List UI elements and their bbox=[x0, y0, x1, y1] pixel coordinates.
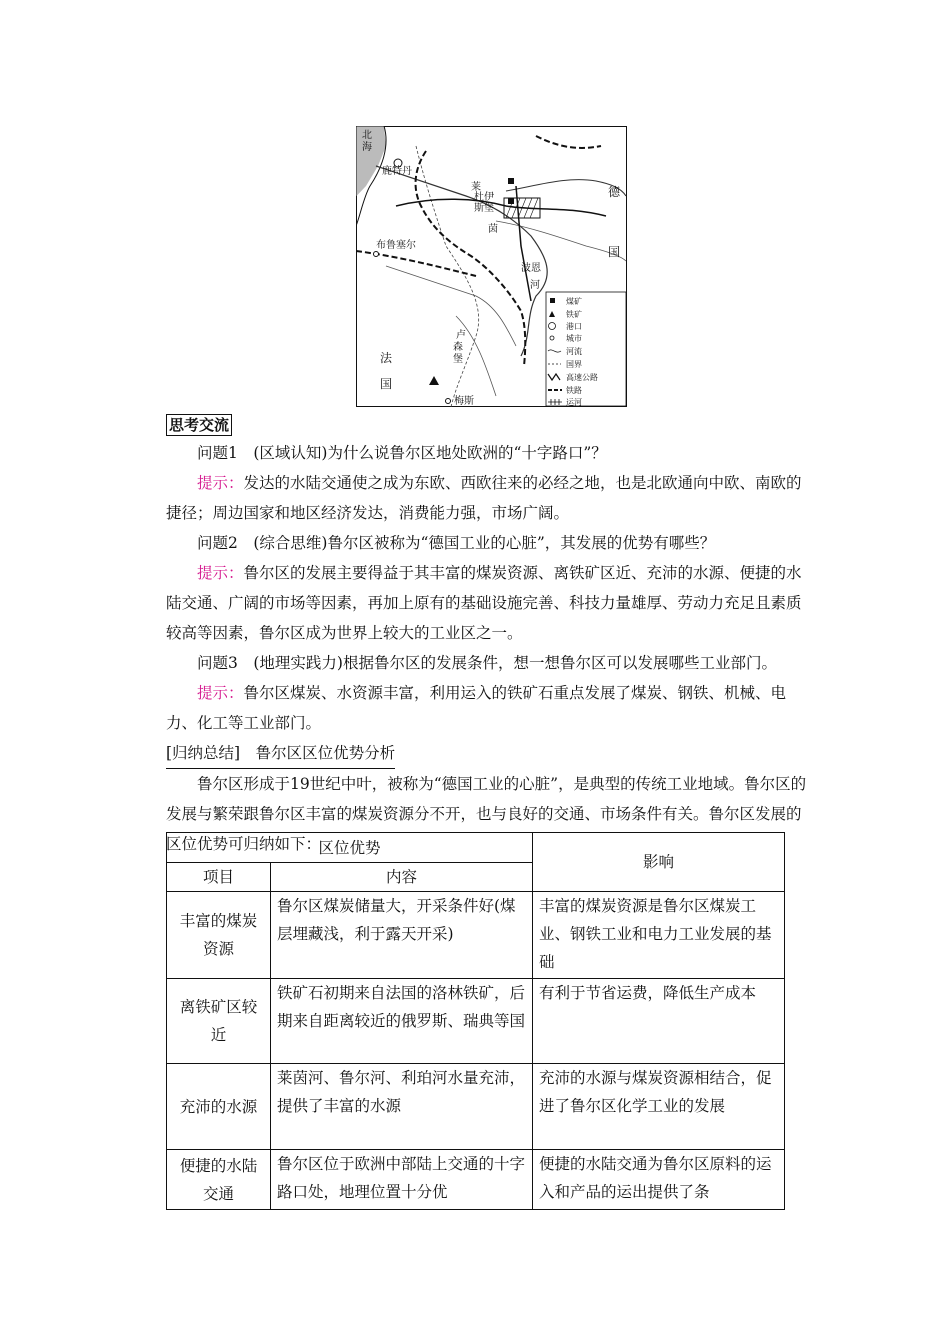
row-content: 莱茵河、鲁尔河、利珀河水量充沛，提供了丰富的水源 bbox=[271, 1064, 533, 1150]
row-item: 充沛的水源 bbox=[167, 1064, 271, 1150]
table-header-row bbox=[167, 833, 785, 863]
summary-heading: [归纳总结] 鲁尔区区位优势分析 bbox=[166, 738, 395, 769]
label-rotterdam: 鹿特丹 bbox=[382, 166, 412, 177]
question-block bbox=[166, 438, 816, 859]
coal-mine-icon bbox=[508, 198, 514, 204]
summary-paragraph: 鲁尔区形成于19世纪中叶，被称为“德国工业的心脏”，是典型的传统工业地域。鲁尔区的发展与繁荣跟鲁尔区丰富的煤炭资源分不开，也与良好的交通、市场条件有关。鲁尔区发展的区位优势可归纳如下： bbox=[166, 775, 807, 853]
label-france-1: 法 bbox=[380, 351, 393, 365]
label-luxembourg-2: 森 bbox=[453, 342, 463, 353]
hint-text: 发达的水陆交通使之成为东欧、西欧往来的必经之地，也是北欧通向中欧、南欧的捷径；周边国家和地区经济发达，消费能力强，市场广阔。 bbox=[166, 474, 802, 522]
legend-railway: 铁路 bbox=[566, 386, 582, 395]
hint-text: 鲁尔区的发展主要得益于其丰富的煤炭资源、离铁矿区近、充沛的水源、便捷的水陆交通、广阔的市场等因素，再加上原有的基础设施完善、科技力量雄厚、劳动力充足且素质较高等因素，鲁尔区成为世界上较大的工业区之一。 bbox=[166, 564, 802, 642]
ruhr-map bbox=[356, 126, 627, 407]
question-1: 问题1 (区域认知)为什么说鲁尔区地处欧洲的“十字路口”？ bbox=[197, 444, 607, 462]
legend-city: 城市 bbox=[566, 334, 582, 343]
legend-port: 港口 bbox=[566, 322, 582, 331]
hint-label: 提示： bbox=[197, 474, 244, 492]
ruhr-map-svg bbox=[356, 126, 627, 407]
section-tag: 思考交流 bbox=[166, 414, 232, 436]
region-advantage-table bbox=[166, 832, 785, 1210]
legend-canal: 运河 bbox=[566, 398, 582, 407]
legend-port-icon bbox=[549, 323, 556, 330]
label-germany-1: 德 bbox=[608, 185, 621, 199]
table-row bbox=[167, 1150, 785, 1210]
row-content: 鲁尔区煤炭储量大，开采条件好(煤层埋藏浅，利于露天开采) bbox=[271, 892, 533, 979]
row-content: 铁矿石初期来自法国的洛林铁矿，后期来自距离较近的俄罗斯、瑞典等国 bbox=[271, 979, 533, 1064]
label-north-sea-2: 海 bbox=[362, 142, 372, 153]
city-icon bbox=[446, 399, 451, 404]
legend-highway: 高速公路 bbox=[566, 373, 598, 382]
row-effect: 便捷的水陆交通为鲁尔区原料的运入和产品的运出提供了条 bbox=[533, 1150, 785, 1210]
hint-2 bbox=[166, 558, 816, 648]
question-3: 问题3 (地理实践力)根据鲁尔区的发展条件，想一想鲁尔区可以发展哪些工业部门。 bbox=[197, 654, 777, 672]
label-metz: 梅斯 bbox=[454, 396, 474, 407]
table-row bbox=[167, 979, 785, 1064]
hint-label: 提示： bbox=[197, 564, 244, 582]
row-effect: 充沛的水源与煤炭资源相结合，促进了鲁尔区化学工业的发展 bbox=[533, 1064, 785, 1150]
table-row bbox=[167, 892, 785, 979]
header-item: 项目 bbox=[167, 863, 271, 892]
label-river: 河 bbox=[530, 280, 540, 291]
legend-box bbox=[546, 292, 626, 406]
summary-heading-row bbox=[166, 738, 816, 769]
legend-coal: 煤矿 bbox=[566, 297, 582, 306]
header-effect: 影响 bbox=[533, 833, 785, 892]
hint-3 bbox=[166, 678, 816, 738]
label-duisburg-2: 斯堡 bbox=[474, 203, 494, 214]
row-effect: 有利于节省运费，降低生产成本 bbox=[533, 979, 785, 1064]
label-luxembourg-3: 堡 bbox=[453, 354, 463, 365]
row-effect: 丰富的煤炭资源是鲁尔区煤炭工业、钢铁工业和电力工业发展的基础 bbox=[533, 892, 785, 979]
row-item: 离铁矿区较近 bbox=[167, 979, 271, 1064]
hint-1 bbox=[166, 468, 816, 528]
header-content: 内容 bbox=[271, 863, 533, 892]
row-item: 便捷的水陆交通 bbox=[167, 1150, 271, 1210]
label-north-sea-1: 北 bbox=[362, 130, 372, 141]
label-rhine-top: 莱 bbox=[471, 182, 481, 193]
row-content: 鲁尔区位于欧洲中部陆上交通的十字路口处，地理位置十分优 bbox=[271, 1150, 533, 1210]
question-2: 问题2 (综合思维)鲁尔区被称为“德国工业的心脏”，其发展的优势有哪些？ bbox=[197, 534, 716, 552]
label-brussels: 布鲁塞尔 bbox=[376, 240, 416, 251]
legend-city-icon bbox=[550, 336, 554, 340]
legend-coal-icon bbox=[550, 298, 555, 303]
hint-text: 鲁尔区煤炭、水资源丰富，利用运入的铁矿石重点发展了煤炭、钢铁、机械、电力、化工等工业部门。 bbox=[166, 684, 787, 732]
label-duisburg-1: 杜伊 bbox=[474, 192, 494, 203]
table-row bbox=[167, 1064, 785, 1150]
map-legend bbox=[546, 292, 626, 407]
city-icon bbox=[374, 252, 379, 257]
row-item: 丰富的煤炭资源 bbox=[167, 892, 271, 979]
label-france-2: 国 bbox=[380, 377, 393, 391]
label-rhine-mid: 茵 bbox=[488, 224, 498, 235]
hint-label: 提示： bbox=[197, 684, 244, 702]
label-germany-2: 国 bbox=[608, 245, 621, 259]
header-group: 区位优势 bbox=[167, 833, 533, 863]
coal-mine-icon bbox=[508, 178, 514, 184]
label-luxembourg-1: 卢 bbox=[456, 330, 466, 341]
legend-iron: 铁矿 bbox=[566, 310, 582, 319]
legend-border: 国界 bbox=[566, 360, 582, 369]
legend-river: 河流 bbox=[566, 347, 582, 356]
label-bonn: 波恩 bbox=[521, 263, 541, 274]
